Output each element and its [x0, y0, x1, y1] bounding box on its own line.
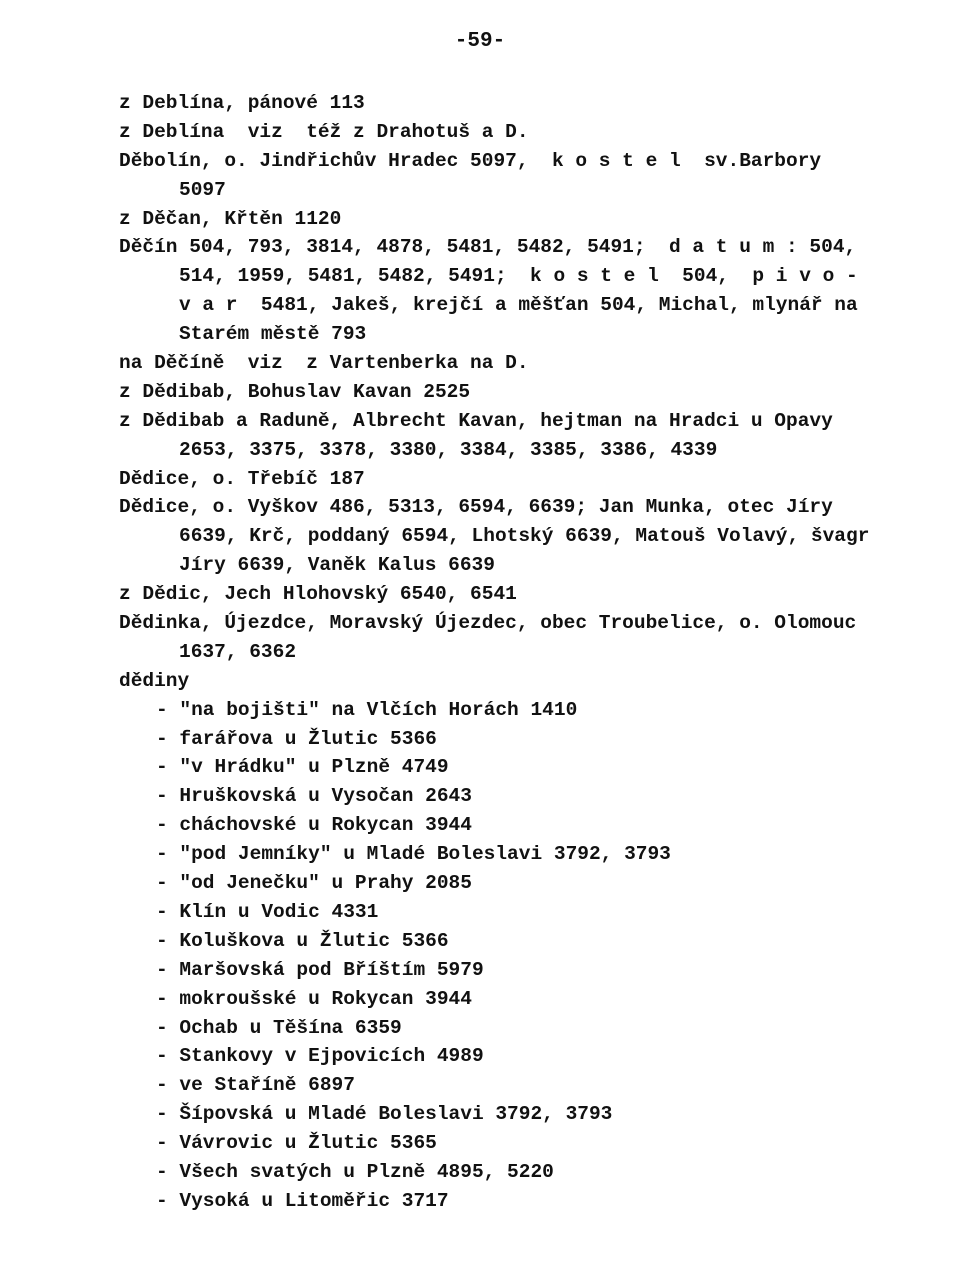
index-entry — [119, 233, 889, 349]
sub-entry: - Maršovská pod Bříštím 5979 — [156, 958, 484, 981]
entry-line: z Dědic, Jech Hlohovský 6540, 6541 — [119, 583, 517, 606]
index-entry — [119, 609, 889, 667]
sub-entry: - ve Staříně 6897 — [156, 1074, 355, 1097]
entry-line: dědiny — [119, 669, 190, 692]
index-entry — [119, 378, 889, 407]
sub-entry: - Stankovy v Ejpovicích 4989 — [156, 1045, 484, 1068]
entry-continuation-line: 514, 1959, 5481, 5482, 5491; k o s t e l 504, p i v o - — [179, 265, 858, 288]
sub-entry: - Koluškova u Žlutic 5366 — [156, 929, 449, 952]
entry-continuation-line: 1637, 6362 — [179, 640, 297, 663]
page-number: -59- — [454, 30, 506, 53]
sub-entry: - Klín u Vodic 4331 — [156, 900, 379, 923]
entry-line: Děbolín, o. Jindřichův Hradec 5097, k o s t e l sv.Barbory — [119, 149, 822, 172]
index-entry — [119, 465, 889, 494]
entry-continuation-line: 2653, 3375, 3378, 3380, 3384, 3385, 3386, 4339 — [179, 438, 718, 461]
index-entry — [119, 349, 889, 378]
sub-entry: - mokroušské u Rokycan 3944 — [156, 987, 472, 1010]
sub-entry: - Hruškovská u Vysočan 2643 — [156, 785, 472, 808]
entry-line: z Deblína viz též z Drahotuš a D. — [119, 120, 529, 143]
index-entry — [119, 667, 889, 696]
entry-line: z Děčan, Křtěn 1120 — [119, 207, 342, 230]
sub-entry: - "pod Jemníky" u Mladé Boleslavi 3792, 3793 — [156, 843, 671, 866]
index-content — [119, 89, 889, 1216]
entry-continuation-line: 6639, Krč, poddaný 6594, Lhotský 6639, Matouš Volavý, švagr — [179, 525, 870, 548]
entry-line: z Dědibab a Raduně, Albrecht Kavan, hejtman na Hradci u Opavy — [119, 409, 833, 432]
index-entry — [119, 580, 889, 609]
sub-entry: - cháchovské u Rokycan 3944 — [156, 814, 472, 837]
index-entry — [119, 89, 889, 118]
entry-line: na Děčíně viz z Vartenberka na D. — [119, 352, 529, 375]
entry-line: Děčín 504, 793, 3814, 4878, 5481, 5482, 5491; d a t u m : 504, — [119, 236, 857, 259]
index-entry — [119, 407, 889, 465]
index-entries — [119, 89, 889, 696]
sub-entry: - Ochab u Těšína 6359 — [156, 1016, 402, 1039]
entry-continuation-line: 5097 — [179, 178, 226, 201]
entry-line: z Deblína, pánové 113 — [119, 92, 365, 114]
sub-entry: - Šípovská u Mladé Boleslavi 3792, 3793 — [156, 1103, 613, 1126]
entry-line: Dědice, o. Třebíč 187 — [119, 467, 365, 490]
index-entry — [119, 205, 889, 234]
entry-continuation-line: v a r 5481, Jakeš, krejčí a měšťan 504, Michal, mlynář na — [179, 294, 858, 317]
entry-continuation-line: Starém městě 793 — [179, 323, 367, 346]
index-entry — [119, 147, 889, 205]
entry-line: Dědinka, Újezdce, Moravský Újezdec, obec Troubelice, o. Olomouc — [119, 612, 857, 635]
sub-entry: - "na bojišti" na Vlčích Horách 1410 — [156, 698, 578, 721]
index-entry — [119, 493, 889, 580]
entry-line: z Dědibab, Bohuslav Kavan 2525 — [119, 380, 471, 403]
dediny-sub-entries — [119, 696, 889, 1216]
sub-entry: - Vysoká u Litoměřic 3717 — [156, 1189, 449, 1212]
index-entry — [119, 118, 889, 147]
sub-entry: - farářova u Žlutic 5366 — [156, 727, 437, 750]
entry-line: Dědice, o. Vyškov 486, 5313, 6594, 6639; Jan Munka, otec Jíry — [119, 496, 833, 519]
sub-entry: - "od Jenečku" u Prahy 2085 — [156, 872, 472, 895]
entry-continuation-line: Jíry 6639, Vaněk Kalus 6639 — [179, 554, 495, 577]
sub-entry: - Všech svatých u Plzně 4895, 5220 — [156, 1160, 554, 1183]
sub-entry: - "v Hrádku" u Plzně 4749 — [156, 756, 449, 779]
sub-entry: - Vávrovic u Žlutic 5365 — [156, 1132, 437, 1155]
